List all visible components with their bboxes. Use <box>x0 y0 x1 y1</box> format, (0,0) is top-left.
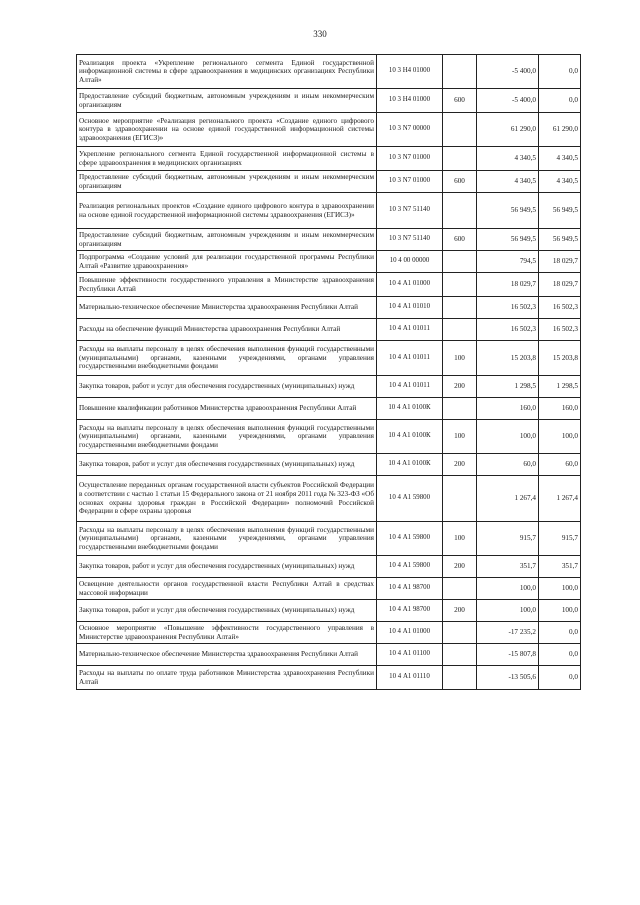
row-amount-2: 160,0 <box>539 398 581 420</box>
row-code: 10 4 А1 0100К <box>377 398 443 420</box>
row-name: Закупка товаров, работ и услуг для обеспечения государственных (муниципальных) нужд <box>77 600 377 622</box>
row-expense-type: 200 <box>443 600 477 622</box>
row-code: 10 3 N7 00000 <box>377 113 443 147</box>
row-amount-1: 18 029,7 <box>477 273 539 297</box>
row-name: Подпрограмма «Создание условий для реализации государственной программы Республики Алтай «Развитие здравоохранения» <box>77 251 377 273</box>
row-expense-type: 600 <box>443 229 477 251</box>
row-amount-2: 0,0 <box>539 666 581 690</box>
row-amount-2: 0,0 <box>539 622 581 644</box>
row-name: Реализация проекта «Укрепление регионального сегмента Единой государственной информационной системы в сфере здравоохранения в медицинских организациях Республики Алтай» <box>77 55 377 89</box>
row-expense-type <box>443 319 477 341</box>
row-code: 10 4 А1 98700 <box>377 600 443 622</box>
row-amount-1: 60,0 <box>477 454 539 476</box>
row-name: Закупка товаров, работ и услуг для обеспечения государственных (муниципальных) нужд <box>77 376 377 398</box>
row-name: Реализация региональных проектов «Создание единого цифрового контура в здравоохранении на основе единой государственной информационной системы здравоохранения (ЕГИСЗ)» <box>77 193 377 229</box>
row-name: Предоставление субсидий бюджетным, автономным учреждениям и иным некоммерческим организациям <box>77 171 377 193</box>
table-row <box>77 420 581 454</box>
page-number: 330 <box>313 29 327 39</box>
row-expense-type <box>443 578 477 600</box>
row-name: Закупка товаров, работ и услуг для обеспечения государственных (муниципальных) нужд <box>77 556 377 578</box>
budget-table <box>76 54 581 690</box>
row-amount-1: -5 400,0 <box>477 55 539 89</box>
table-row <box>77 319 581 341</box>
row-amount-1: 4 340,5 <box>477 147 539 171</box>
row-code: 10 3 N7 01000 <box>377 147 443 171</box>
row-name: Основное мероприятие «Повышение эффективности государственного управления в Министерстве здравоохранения Республики Алтай» <box>77 622 377 644</box>
row-amount-1: 100,0 <box>477 600 539 622</box>
row-name: Основное мероприятие «Реализация регионального проекта «Создание единого цифрового контура в здравоохранении на основе единой государственной информационной системы здравоохранения (ЕГИСЗ)» <box>77 113 377 147</box>
row-code: 10 4 А1 01000 <box>377 273 443 297</box>
row-expense-type: 600 <box>443 171 477 193</box>
table-row <box>77 193 581 229</box>
row-amount-1: 16 502,3 <box>477 297 539 319</box>
row-name: Повышение эффективности государственного управления в Министерстве здравоохранения Республики Алтай <box>77 273 377 297</box>
row-amount-2: 56 949,5 <box>539 193 581 229</box>
row-code: 10 3 N7 01000 <box>377 171 443 193</box>
row-expense-type <box>443 273 477 297</box>
row-amount-1: 100,0 <box>477 420 539 454</box>
row-expense-type <box>443 147 477 171</box>
row-expense-type <box>443 297 477 319</box>
table-row <box>77 376 581 398</box>
row-amount-2: 16 502,3 <box>539 297 581 319</box>
row-name: Расходы на выплаты персоналу в целях обеспечения выполнения функций государственными (муниципальными) органами, казенными учреждениями, органами управления государственными внебюджетными фондами <box>77 420 377 454</box>
table-row <box>77 147 581 171</box>
row-expense-type: 600 <box>443 89 477 113</box>
table-row <box>77 578 581 600</box>
row-amount-2: 100,0 <box>539 578 581 600</box>
table-row <box>77 476 581 522</box>
row-expense-type <box>443 193 477 229</box>
row-name: Материально-техническое обеспечение Министерства здравоохранения Республики Алтай <box>77 297 377 319</box>
row-code: 10 4 А1 59800 <box>377 556 443 578</box>
table-row <box>77 341 581 376</box>
row-expense-type <box>443 251 477 273</box>
row-code: 10 4 А1 0100К <box>377 420 443 454</box>
row-expense-type: 100 <box>443 341 477 376</box>
row-amount-1: 4 340,5 <box>477 171 539 193</box>
row-expense-type: 200 <box>443 376 477 398</box>
row-expense-type <box>443 55 477 89</box>
row-amount-1: 915,7 <box>477 522 539 556</box>
row-amount-2: 100,0 <box>539 420 581 454</box>
row-amount-2: 915,7 <box>539 522 581 556</box>
row-name: Расходы на выплаты по оплате труда работников Министерства здравоохранения Республики Алтай <box>77 666 377 690</box>
row-code: 10 3 N7 51140 <box>377 229 443 251</box>
row-amount-1: -17 235,2 <box>477 622 539 644</box>
row-code: 10 4 А1 01011 <box>377 376 443 398</box>
table-row <box>77 251 581 273</box>
row-code: 10 4 А1 01110 <box>377 666 443 690</box>
table-row <box>77 522 581 556</box>
table-row <box>77 398 581 420</box>
table-row <box>77 622 581 644</box>
row-code: 10 4 00 00000 <box>377 251 443 273</box>
row-code: 10 4 А1 01010 <box>377 297 443 319</box>
row-amount-2: 18 029,7 <box>539 251 581 273</box>
row-code: 10 3 Н4 01000 <box>377 89 443 113</box>
row-expense-type: 200 <box>443 454 477 476</box>
table-row <box>77 229 581 251</box>
row-code: 10 4 А1 59800 <box>377 476 443 522</box>
row-amount-2: 4 340,5 <box>539 147 581 171</box>
row-amount-2: 16 502,3 <box>539 319 581 341</box>
table-row <box>77 600 581 622</box>
row-name: Материально-техническое обеспечение Министерства здравоохранения Республики Алтай <box>77 644 377 666</box>
row-amount-2: 56 949,5 <box>539 229 581 251</box>
row-amount-2: 0,0 <box>539 644 581 666</box>
row-name: Расходы на выплаты персоналу в целях обеспечения выполнения функций государственными (муниципальными) органами, казенными учреждениями, органами управления государственными внебюджетными фондами <box>77 341 377 376</box>
row-amount-1: 794,5 <box>477 251 539 273</box>
row-amount-2: 1 267,4 <box>539 476 581 522</box>
row-amount-1: 16 502,3 <box>477 319 539 341</box>
row-name: Расходы на обеспечение функций Министерства здравоохранения Республики Алтай <box>77 319 377 341</box>
table-row <box>77 556 581 578</box>
row-expense-type <box>443 113 477 147</box>
row-amount-2: 0,0 <box>539 55 581 89</box>
row-name: Осуществление переданных органам государственной власти субъектов Российской Федерации в соответствии с частью 1 статьи 15 Федерального закона от 21 ноября 2011 года № 323-ФЗ «Об основах охраны здоровья граждан в Российской Федерации» полномочий Российской Федерации в сфере охраны здоровья <box>77 476 377 522</box>
row-expense-type <box>443 644 477 666</box>
row-amount-1: 15 203,8 <box>477 341 539 376</box>
table-row <box>77 113 581 147</box>
table-row <box>77 273 581 297</box>
row-name: Освещение деятельности органов государственной власти Республики Алтай в средствах массовой информации <box>77 578 377 600</box>
row-amount-2: 0,0 <box>539 89 581 113</box>
row-amount-1: 61 290,0 <box>477 113 539 147</box>
row-code: 10 4 А1 01011 <box>377 319 443 341</box>
row-amount-2: 1 298,5 <box>539 376 581 398</box>
table-row <box>77 171 581 193</box>
table-row <box>77 89 581 113</box>
row-code: 10 4 А1 98700 <box>377 578 443 600</box>
row-name: Предоставление субсидий бюджетным, автономным учреждениям и иным некоммерческим организациям <box>77 229 377 251</box>
row-name: Укрепление регионального сегмента Единой государственной информационной системы в сфере здравоохранения в медицинских организациях <box>77 147 377 171</box>
row-amount-2: 61 290,0 <box>539 113 581 147</box>
table-row <box>77 454 581 476</box>
table-row <box>77 297 581 319</box>
row-name: Повышение квалификации работников Министерства здравоохранения Республики Алтай <box>77 398 377 420</box>
row-expense-type <box>443 476 477 522</box>
table-row <box>77 644 581 666</box>
row-amount-1: 160,0 <box>477 398 539 420</box>
row-amount-1: 56 949,5 <box>477 193 539 229</box>
row-code: 10 4 А1 01100 <box>377 644 443 666</box>
row-amount-2: 4 340,5 <box>539 171 581 193</box>
row-amount-1: -13 505,6 <box>477 666 539 690</box>
row-code: 10 4 А1 0100К <box>377 454 443 476</box>
row-code: 10 4 А1 01011 <box>377 341 443 376</box>
row-expense-type: 100 <box>443 420 477 454</box>
row-expense-type: 100 <box>443 522 477 556</box>
row-amount-1: 351,7 <box>477 556 539 578</box>
row-amount-2: 60,0 <box>539 454 581 476</box>
row-amount-1: 1 298,5 <box>477 376 539 398</box>
row-code: 10 3 N7 51140 <box>377 193 443 229</box>
row-amount-1: 100,0 <box>477 578 539 600</box>
row-expense-type <box>443 666 477 690</box>
table-row <box>77 55 581 89</box>
row-amount-2: 351,7 <box>539 556 581 578</box>
row-amount-2: 100,0 <box>539 600 581 622</box>
row-amount-2: 15 203,8 <box>539 341 581 376</box>
row-amount-1: -5 400,0 <box>477 89 539 113</box>
row-amount-2: 18 029,7 <box>539 273 581 297</box>
table-row <box>77 666 581 690</box>
row-name: Расходы на выплаты персоналу в целях обеспечения выполнения функций государственными (муниципальными) органами, казенными учреждениями, органами управления государственными внебюджетными фондами <box>77 522 377 556</box>
row-amount-1: 1 267,4 <box>477 476 539 522</box>
row-code: 10 3 Н4 01000 <box>377 55 443 89</box>
row-code: 10 4 А1 59800 <box>377 522 443 556</box>
row-expense-type <box>443 622 477 644</box>
row-name: Предоставление субсидий бюджетным, автономным учреждениям и иным некоммерческим организациям <box>77 89 377 113</box>
row-name: Закупка товаров, работ и услуг для обеспечения государственных (муниципальных) нужд <box>77 454 377 476</box>
row-code: 10 4 А1 01000 <box>377 622 443 644</box>
row-amount-1: 56 949,5 <box>477 229 539 251</box>
row-expense-type: 200 <box>443 556 477 578</box>
row-amount-1: -15 807,8 <box>477 644 539 666</box>
row-expense-type <box>443 398 477 420</box>
